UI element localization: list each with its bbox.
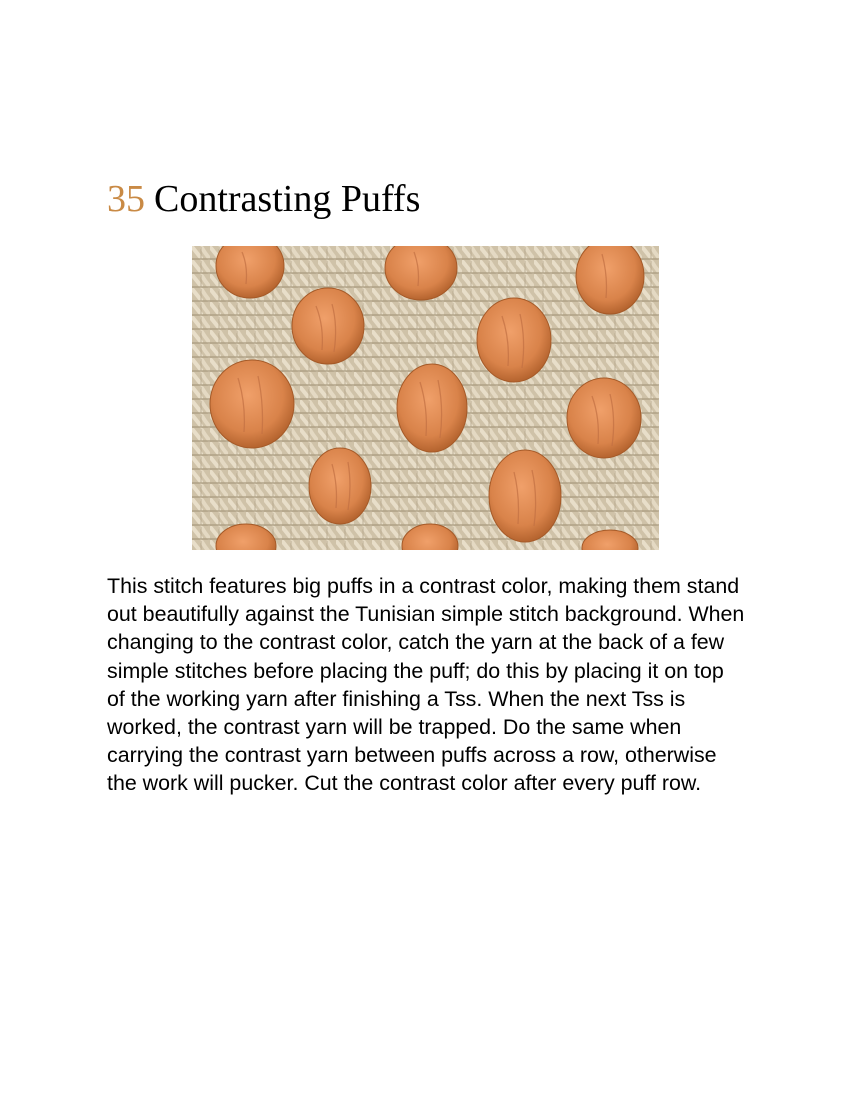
- section-title: Contrasting Puffs: [154, 178, 421, 220]
- page-title: [107, 176, 420, 222]
- section-number: 35: [107, 178, 145, 220]
- stitch-swatch-photo: [192, 246, 659, 550]
- stitch-swatch-illustration: [192, 246, 659, 550]
- body-paragraph: This stitch features big puffs in a contrast color, making them stand out beautifully against the Tunisian simple stitch background. When changing to the contrast color, catch the yarn at the back of a few simple stitches before placing the puff; do this by placing it on top of the working yarn after finishing a Tss. When the next Tss is worked, the contrast yarn will be trapped. Do the same when carrying the contrast yarn between puffs across a row, otherwise the work will pucker. Cut the contrast color after every puff row.: [107, 574, 745, 796]
